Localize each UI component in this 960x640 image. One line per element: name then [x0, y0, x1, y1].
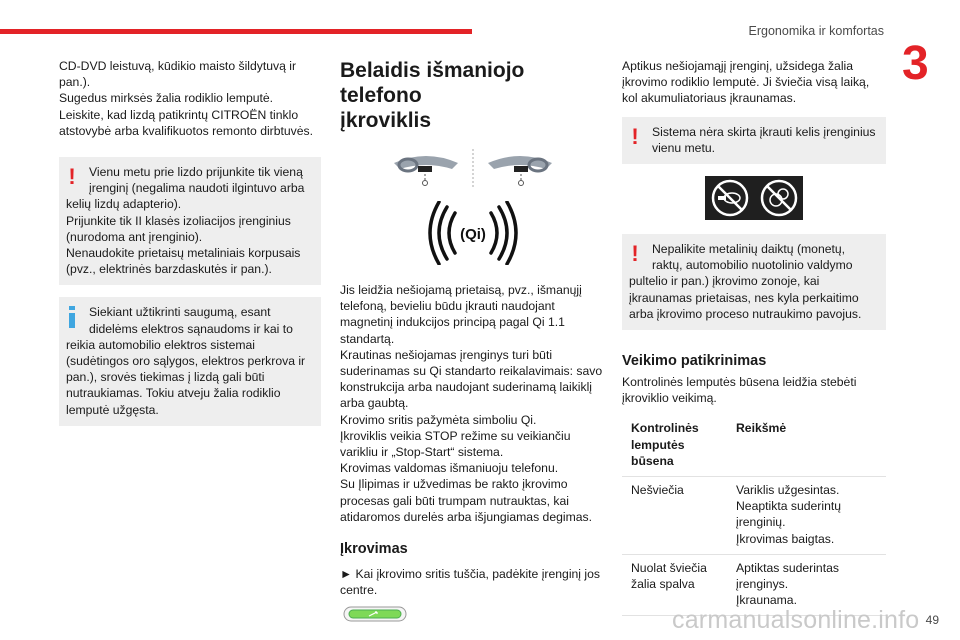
text-line: įrenginių. — [736, 515, 786, 530]
header-cell — [727, 415, 886, 476]
warning-text — [66, 164, 312, 196]
text-line: Variklis užgesintas. — [736, 483, 840, 498]
text-line: atidaromos durelės arba išjungiamas degimas. — [340, 509, 593, 524]
heading-line: įkroviklis — [340, 109, 432, 132]
state-cell — [622, 477, 727, 555]
top-accent-bar — [0, 29, 472, 34]
text-line: standartą. — [340, 331, 395, 346]
text-line: kol akumuliatoriaus įkraunamas. — [622, 91, 797, 106]
text-line: (pvz., elektrinės barzdaskutės ir pan.). — [66, 262, 272, 277]
vehicle-diagrams — [340, 149, 605, 187]
subheading-check: Veikimo patikrinimas — [622, 353, 767, 370]
divider-icon — [470, 149, 476, 187]
section-title: Ergonomika ir komfortas — [748, 24, 884, 38]
rhd-dashboard-icon — [486, 149, 554, 187]
text-line: konstrukcija arba naudojant suderinamą laikiklį — [340, 380, 593, 395]
heading-line: Belaidis išmaniojo telefono — [340, 59, 525, 107]
text-line: Krovimo sritis pažymėta simboliu Qi. — [340, 412, 537, 427]
info-icon — [65, 306, 79, 332]
text-line: procesas gali būti trumpam nutrauktas, kai — [340, 493, 569, 508]
charging-indicator-icon — [343, 606, 605, 627]
exclamation-icon: ! — [631, 123, 639, 149]
page-number: 49 — [925, 613, 939, 627]
text-line: telefoną, bevieliu būdu įkrauti naudojant — [340, 299, 555, 314]
text-line: įkrovimo rodiklio lemputė. Ji šviečia visą laiką, — [622, 75, 870, 90]
text-line: atstovybė arba kvalifikuotos remonto dirbtuvės. — [59, 123, 314, 138]
text-line: Prijunkite tik II klasės izoliacijos įrenginius — [66, 213, 291, 228]
column-middle — [340, 58, 605, 627]
text-line: įkraunamas prietaisas, nes kyla perkaitimo — [629, 290, 859, 305]
exclamation-icon: ! — [68, 164, 76, 190]
text-line: įrenginys. — [736, 577, 789, 592]
warning-box — [622, 117, 886, 164]
text-line: Aptiktas suderintas — [736, 560, 839, 575]
status-table — [622, 415, 886, 616]
text-line: Reikšmė — [736, 421, 787, 436]
no-coins-icon — [759, 178, 799, 218]
text-line: pan.), srovės tiekimas į lizdą gali būti — [66, 370, 265, 385]
text-line: Siekiant užtikrinti saugumą, esant — [89, 305, 271, 320]
warning-box — [59, 157, 321, 285]
text-line: žalia spalva — [631, 577, 695, 592]
text-line: nutraukiamas. Tokiu atveju žalia rodiklio — [66, 386, 281, 401]
text-line: Nuolat šviečia — [631, 560, 707, 575]
text-line: Neaptikta suderintų — [736, 499, 842, 514]
text-line: Vienu metu prie lizdo prijunkite tik vieną — [89, 165, 303, 180]
sub-intro — [622, 374, 886, 406]
text-line: CD-DVD leistuvą, kūdikio maisto šildytuvą ir — [59, 59, 297, 73]
text-line: raktų, automobilio nuotolinio valdymo — [652, 258, 853, 273]
warning-text-cont — [66, 196, 312, 277]
text-line: Įkrovimas baigtas. — [736, 531, 835, 546]
text-line: Leiskite, kad lizdą patikrintų CITROËN tinklo — [59, 107, 299, 122]
body-paragraph — [340, 282, 605, 525]
chapter-number: 3 — [902, 37, 929, 90]
text-line: Kontrolinės — [631, 421, 699, 436]
text-line: kelių lizdų adapterio). — [66, 197, 182, 212]
header-cell — [622, 415, 727, 476]
column-right — [622, 58, 886, 616]
step-paragraph — [340, 566, 605, 598]
text-line: Nenaudokite prietaisų metaliniais korpusais — [66, 246, 301, 261]
text-line: pultelio ir pan.) įkrovimo zonoje, kai — [629, 274, 820, 289]
text-line: lemputė užgęsta. — [66, 402, 159, 417]
text-line: Jis leidžia nešiojamą prietaisą, pvz., išmanųjį — [340, 283, 582, 297]
text-line: Su Įlipimas ir užvedimas be rakto įkrovimo — [340, 477, 568, 492]
warning-text — [629, 124, 877, 156]
text-line: Sistema nėra skirta įkrauti kelis įrenginius — [652, 124, 876, 139]
info-text — [66, 304, 312, 336]
qi-symbol — [340, 201, 605, 270]
text-line: (sudėtingos oro sąlygos, elektros perkrova ir — [66, 354, 306, 369]
warning-text-cont — [629, 273, 877, 322]
watermark: carmanualsonline.info — [672, 606, 920, 634]
table-row — [622, 477, 886, 555]
intro-paragraph — [59, 58, 321, 139]
wireless-charging-icon — [425, 201, 521, 265]
info-box — [59, 297, 321, 425]
meaning-cell — [727, 477, 886, 555]
prohibited-objects-image — [705, 176, 803, 220]
text-line: Įkraunama. — [736, 593, 797, 608]
text-line: būsena — [631, 453, 674, 468]
text-line: Nešviečia — [631, 483, 684, 498]
text-line: Nepalikite metalinių daiktų (monetų, — [652, 242, 846, 257]
text-line: vienu metu. — [652, 140, 716, 155]
column-left — [59, 58, 321, 426]
text-line: varikliu ir „Stop-Start“ sistema. — [340, 445, 504, 460]
subheading-charging: Įkrovimas — [340, 541, 408, 558]
no-keys-icon — [710, 178, 750, 218]
text-line: įrenginį (negalima naudoti ilgintuvo arba — [89, 181, 305, 196]
text-line: Krovimas valdomas išmaniuoju telefonu. — [340, 461, 559, 476]
text-line: Aptikus nešiojamąjį įrenginį, užsidega žalia — [622, 59, 854, 73]
text-line: centre. — [340, 583, 378, 598]
text-line: arba gaubtą. — [340, 396, 409, 411]
text-line: suderinamas su Qi standarto reikalavimais: savo — [340, 364, 603, 379]
text-line: arba įkrovimo proceso nutraukimo pavojus. — [629, 306, 862, 321]
text-line: magnetinį indukcijos principą pagal Qi 1.1 — [340, 315, 565, 330]
text-line: įkroviklio veikimą. — [622, 391, 717, 406]
text-line: reikia automobilio elektros sistemai — [66, 337, 255, 352]
table-header-row — [622, 415, 886, 476]
text-line: Sugedus mirksės žalia rodiklio lemputė. — [59, 91, 274, 106]
text-line: Krautinas nešiojamas įrenginys turi būti — [340, 347, 553, 362]
lhd-dashboard-icon — [392, 149, 460, 187]
exclamation-icon: ! — [631, 241, 639, 267]
text-line: Įkroviklis veikia STOP režime su veikiančiu — [340, 428, 571, 443]
intro-paragraph — [622, 58, 886, 107]
text-line: (nurodoma ant įrenginio). — [66, 229, 203, 244]
text-line: didelėms elektros sąnaudoms ir kai to — [89, 321, 293, 336]
svg-text:(Qi): (Qi) — [459, 226, 486, 243]
page-heading — [340, 58, 605, 133]
text-line: pan.). — [59, 75, 91, 90]
text-line: ► Kai įkrovimo sritis tuščia, padėkite įrenginį jos — [340, 567, 600, 582]
text-line: Kontrolinės lemputės būsena leidžia stebėti — [622, 375, 857, 390]
text-line: lemputės — [631, 437, 685, 452]
warning-box — [622, 234, 886, 330]
info-text-cont — [66, 337, 312, 418]
warning-text — [629, 241, 877, 273]
